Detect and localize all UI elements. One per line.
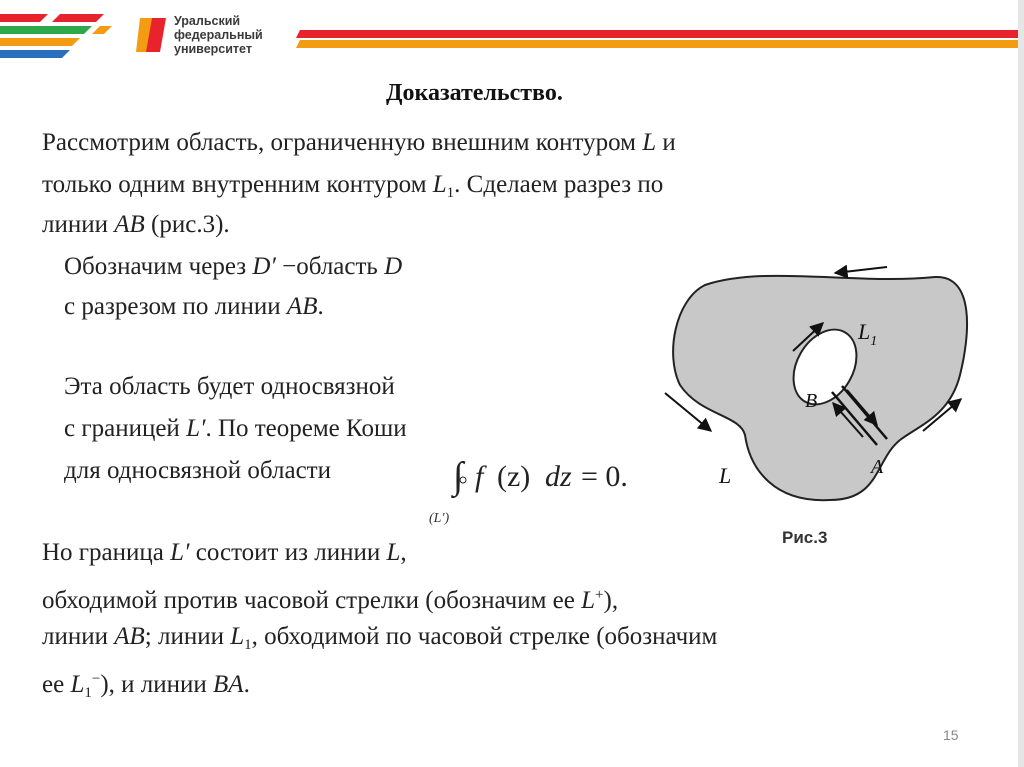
- p2-l2-text-a: с разрезом по линии: [64, 293, 287, 320]
- p1-l2-var: L: [432, 171, 447, 198]
- p4-l4-var2: BA: [213, 671, 244, 698]
- p1-l3-text-a: линии: [42, 211, 115, 238]
- p4-line-4: [42, 664, 250, 708]
- p1-line-2: [42, 170, 663, 208]
- logo-line-1: Уральский: [174, 14, 241, 28]
- slide-frame-edge: [1018, 0, 1024, 767]
- p3-l2-text-b: . По теореме Коши: [205, 415, 407, 442]
- p4-l3-text-c: , обходимой по часовой стрелке (обозначим: [251, 623, 718, 650]
- p3-l2-text-a: с границей: [64, 415, 187, 442]
- p4-l4-sup: −: [91, 671, 101, 687]
- label-L1-letter: L: [858, 319, 871, 344]
- cauchy-integral-formula: [425, 446, 675, 536]
- p4-l1-text-c: ,: [400, 539, 407, 566]
- stripe-orange-right: [296, 40, 1024, 48]
- p4-l2-var: L: [581, 587, 596, 614]
- formula-eq: = 0.: [581, 460, 628, 493]
- formula-dz: dz: [545, 460, 572, 493]
- p2-line-2: [64, 292, 324, 322]
- p1-line-3: [42, 210, 230, 240]
- p3-l2-var: L′: [186, 415, 206, 442]
- p4-l3-var: AB: [114, 623, 145, 650]
- p4-l4-var: L: [70, 671, 85, 698]
- p4-l1-text-b: состоит из линии: [189, 539, 387, 566]
- stripe-red-right: [296, 30, 1024, 38]
- p4-l3-text-b: ; линии: [144, 623, 231, 650]
- p2-l1-var2: D: [384, 253, 403, 280]
- p4-line-1: [42, 538, 407, 568]
- stripe-orange-left: [0, 38, 80, 46]
- p4-l3-var2: L: [230, 623, 245, 650]
- p4-l4-text-c: .: [243, 671, 250, 698]
- figure-caption: Рис.3: [782, 528, 828, 547]
- p3-line-1: Эта область будет односвязной: [64, 373, 395, 400]
- p1-l1-text-b: и: [656, 129, 676, 156]
- university-logo-text: [174, 14, 263, 56]
- stripe-red-left: [0, 14, 48, 22]
- header-stripes: [0, 0, 1024, 70]
- p2-l1-text-b: −область: [275, 253, 385, 280]
- formula-arg: (z): [497, 460, 531, 493]
- logo-line-2: федеральный: [174, 28, 263, 42]
- label-L: L: [719, 463, 732, 488]
- formula-f: f: [475, 460, 484, 493]
- p2-l1-var: D′: [252, 253, 276, 280]
- p2-l2-var: AB: [286, 293, 318, 320]
- p1-l3-var: AB: [114, 211, 145, 238]
- p1-l3-text-b: (рис.3).: [144, 211, 230, 238]
- p4-l1-text-a: Но граница: [42, 539, 171, 566]
- p3-line-3: для односвязной области: [64, 457, 331, 484]
- logo-line-3: университет: [174, 42, 252, 56]
- p2-l1-text-a: Обозначим через: [64, 253, 253, 280]
- p1-l2-sub: 1: [446, 185, 455, 201]
- p4-l2-text-a: обходимой против часовой стрелки (обозначим ее: [42, 587, 582, 614]
- p1-l1-text-a: Рассмотрим область, ограниченную внешним контуром: [42, 129, 643, 156]
- p4-l2-sup: +: [595, 587, 604, 603]
- p4-l3-text-a: линии: [42, 623, 115, 650]
- stripe-green-left: [0, 26, 92, 34]
- region-figure: [655, 255, 985, 555]
- label-L1-sub: 1: [870, 334, 878, 349]
- stripe-red-mid: [52, 14, 104, 22]
- p4-l4-sub: 1: [84, 685, 92, 701]
- stripe-orange-mid: [92, 26, 112, 34]
- p4-l4-text-b: ), и линии: [100, 671, 214, 698]
- stripe-blue-left: [0, 50, 70, 58]
- label-A: A: [871, 456, 884, 478]
- slide-title: Доказательство.: [386, 80, 563, 106]
- p4-line-2: [42, 580, 618, 616]
- p1-l2-text-a: только одним внутренним контуром: [42, 171, 433, 198]
- p4-l1-var: L′: [170, 539, 190, 566]
- p1-line-1: [42, 128, 676, 158]
- p2-l2-text-b: .: [317, 293, 324, 320]
- p1-l1-var: L: [642, 129, 657, 156]
- p4-l1-var2: L: [386, 539, 401, 566]
- p3-line-2: [64, 414, 407, 444]
- p4-l2-text-b: ),: [603, 587, 619, 614]
- slide-number: 15: [943, 727, 959, 743]
- p4-line-3: [42, 622, 717, 660]
- p4-l4-text-a: ее: [42, 671, 71, 698]
- p4-l3-sub: 1: [244, 637, 252, 653]
- arrow-top: [835, 267, 887, 273]
- p1-l2-text-b: . Сделаем разрез по: [454, 171, 664, 198]
- integral-sign: ∫: [453, 455, 464, 497]
- label-B: B: [805, 390, 818, 412]
- formula-contour: (L′): [429, 511, 450, 526]
- p2-line-1: [64, 252, 402, 282]
